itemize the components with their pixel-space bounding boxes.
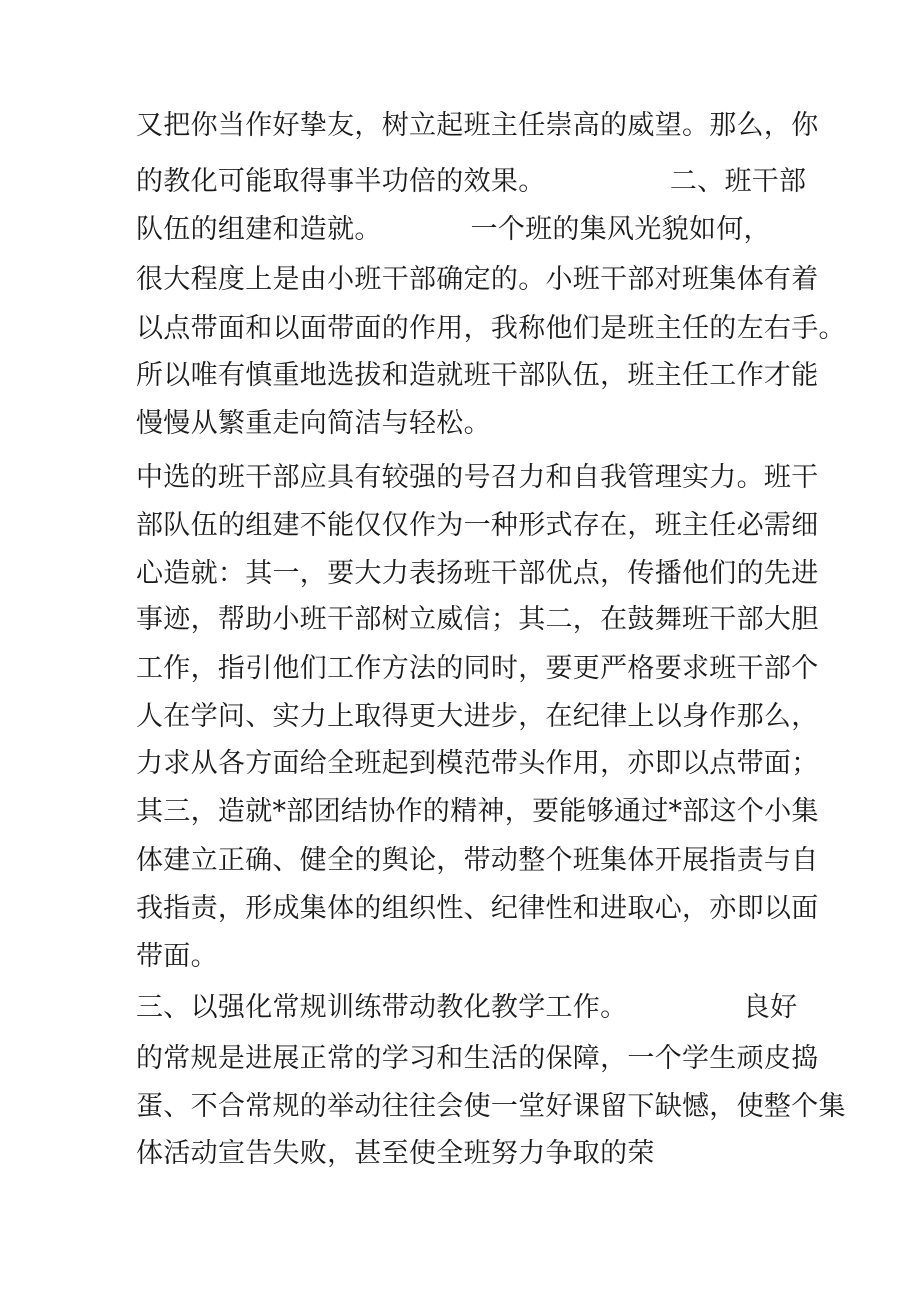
text-line-5: 以点带面和以面带面的作用，我称他们是班主任的左右手。	[136, 313, 846, 344]
text-line-4: 很大程度上是由小班干部确定的。小班干部对班集体有着	[136, 264, 819, 295]
text-line-10: 心造就：其一，要大力表扬班干部优点，传播他们的先进	[136, 558, 819, 589]
text-line-16: 体建立正确、健全的舆论，带动整个班集体开展指责与自	[136, 845, 819, 876]
text-line-3: 队伍的组建和造就。 一个班的集风光貌如何，	[136, 214, 771, 245]
text-line-6: 所以唯有慎重地选拔和造就班干部队伍，班主任工作才能	[136, 360, 819, 391]
text-line-18: 带面。	[136, 941, 218, 972]
text-line-13: 人在学问、实力上取得更大进步，在纪律上以身作那么，	[136, 701, 819, 732]
text-line-2: 的教化可能取得事半功倍的效果。 二、班干部	[136, 166, 807, 197]
text-line-14: 力求从各方面给全班起到模范带头作用，亦即以点带面；	[136, 748, 819, 779]
text-line-17: 我指责，形成集体的组织性、纪律性和进取心，亦即以面	[136, 893, 819, 924]
text-line-12: 工作，指引他们工作方法的同时，要更严格要求班干部个	[136, 653, 819, 684]
text-line-15: 其三，造就*部团结协作的精神，要能够通过*部这个小集	[136, 796, 819, 827]
text-line-11: 事迹，帮助小班干部树立威信；其二，在鼓舞班干部大胆	[136, 604, 819, 635]
text-line-20: 的常规是进展正常的学习和生活的保障，一个学生顽皮捣	[136, 1043, 819, 1074]
text-line-22: 体活动宣告失败，甚至使全班努力争取的荣	[136, 1138, 655, 1169]
text-line-7: 慢慢从繁重走向简洁与轻松。	[136, 408, 491, 439]
text-line-19: 三、以强化常规训练带动教化教学工作。 良好	[136, 992, 798, 1023]
text-line-21: 蛋、不合常规的举动往往会使一堂好课留下缺憾，使整个集	[136, 1091, 846, 1122]
text-line-1: 又把你当作好挚友，树立起班主任崇高的威望。那么，你	[136, 110, 819, 141]
text-line-8: 中选的班干部应具有较强的号召力和自我管理实力。班干	[136, 462, 819, 493]
text-line-9: 部队伍的组建不能仅仅作为一种形式存在，班主任必需细	[136, 510, 819, 541]
